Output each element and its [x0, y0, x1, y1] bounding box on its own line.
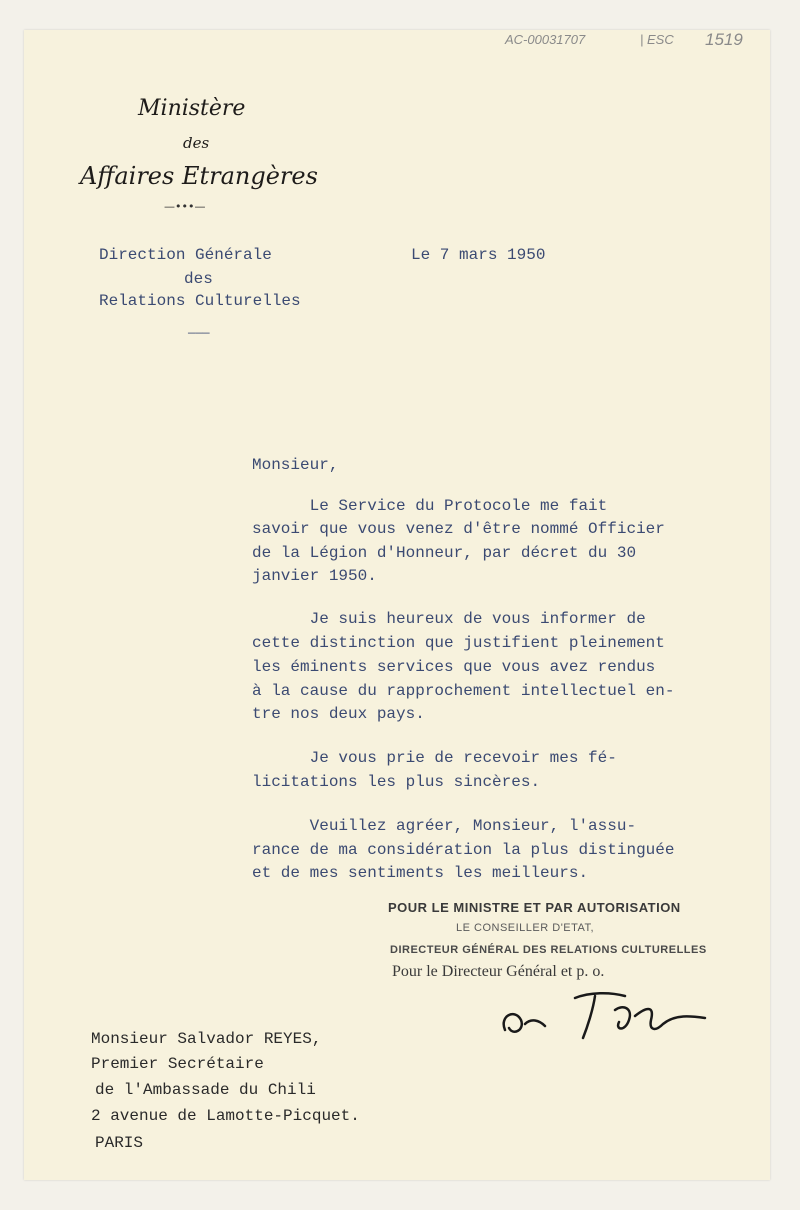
- body-line: les éminents services que vous avez rendus: [252, 658, 656, 676]
- body-line: de la Légion d'Honneur, par décret du 30: [252, 544, 637, 562]
- archive-folio: 1519: [705, 30, 743, 49]
- stamp-line3: DIRECTEUR GÉNÉRAL DES RELATIONS CULTURELLES: [390, 944, 707, 956]
- direction-line3: Relations Culturelles: [99, 292, 301, 310]
- body-line: janvier 1950.: [252, 567, 377, 585]
- recipient-title: Premier Secrétaire: [91, 1055, 264, 1073]
- body-line: à la cause du rapprochement intellectuel en-: [252, 682, 675, 700]
- direction-rule: ———: [188, 326, 210, 340]
- body-line: cette distinction que justifient pleinement: [252, 634, 665, 652]
- archive-code: AC-00031707: [505, 32, 586, 47]
- direction-line2: des: [184, 270, 213, 288]
- letterhead-affairs: Affaires Etrangères: [80, 162, 318, 190]
- body-line: Je suis heureux de vous informer de: [252, 610, 646, 628]
- letterhead-des: des: [183, 134, 210, 152]
- salutation: Monsieur,: [252, 456, 339, 474]
- letterhead-ornament: —•••—: [164, 200, 206, 213]
- recipient-embassy: de l'Ambassade du Chili: [95, 1081, 316, 1099]
- recipient-name: Monsieur Salvador REYES,: [91, 1030, 322, 1048]
- stamp-line1: POUR LE MINISTRE ET PAR AUTORISATION: [388, 900, 681, 915]
- signature: [495, 980, 715, 1050]
- body-line: et de mes sentiments les meilleurs.: [252, 864, 589, 882]
- recipient-address: 2 avenue de Lamotte-Picquet.: [91, 1107, 360, 1125]
- body-line: Je vous prie de recevoir mes fé-: [252, 749, 617, 767]
- body-line: licitations les plus sincères.: [252, 773, 541, 791]
- body-line: Le Service du Protocole me fait: [252, 497, 608, 515]
- letter-date: Le 7 mars 1950: [411, 246, 546, 264]
- stamp-line2: LE CONSEILLER D'ETAT,: [456, 922, 595, 934]
- archive-ref: | ESC: [640, 32, 674, 47]
- body-line: savoir que vous venez d'être nommé Officier: [252, 520, 665, 538]
- body-line: rance de ma considération la plus distinguée: [252, 841, 675, 859]
- body-line: tre nos deux pays.: [252, 705, 425, 723]
- letterhead-ministry: Ministère: [138, 96, 246, 121]
- direction-line1: Direction Générale: [99, 246, 272, 264]
- recipient-city: PARIS: [95, 1134, 144, 1152]
- stamp-line4: Pour le Directeur Général et p. o.: [392, 963, 605, 980]
- body-line: Veuillez agréer, Monsieur, l'assu-: [252, 817, 637, 835]
